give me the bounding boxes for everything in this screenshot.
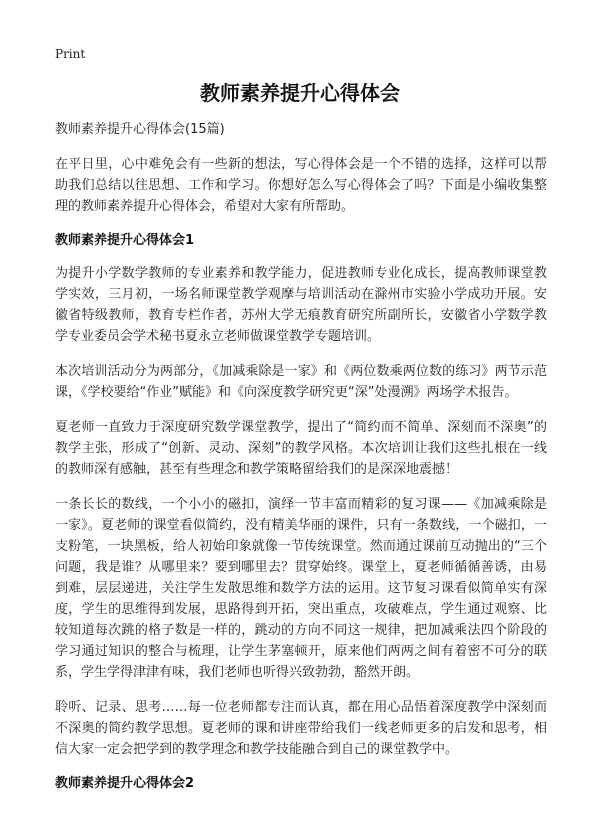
- page-title: 教师素养提升心得体会: [200, 81, 400, 105]
- intro-paragraph: 在平日里，心中难免会有一些新的想法，写心得体会是一个不错的选择，这样可以帮助我们总结以往思想、工作和学习。你想好怎么写心得体会了吗？下面是小编收集整理的教师素养提升心得体会，希望对大家有所帮助。: [55, 157, 547, 214]
- section-heading-1: 教师素养提升心得体会1: [55, 233, 195, 248]
- print-link[interactable]: Print: [55, 47, 86, 61]
- section1-paragraph: 聆听、记录、思考……每一位老师都专注而认真，都在用心品悟着深度教学中深刻而不深奥的简约教学思想。夏老师的课和讲座带给我们一线老师更多的启发和思考，相信大家一定会把学到的教学理念和教学技能融合到自己的课堂教学中。: [55, 700, 547, 757]
- article-subtitle: 教师素养提升心得体会(15篇): [55, 122, 225, 137]
- section1-paragraph: 夏老师一直致力于深度研究数学课堂教学，提出了“简约而不简单、深刻而不深奥”的教学主张，形成了“创新、灵动、深刻”的教学风格。本次培训让我们这些扎根在一线的教师深有感触，甚至有些理念和教学策略留给我们的是深深地震撼！: [55, 420, 547, 477]
- section-heading-2: 教师素养提升心得体会2: [55, 776, 195, 791]
- section1-paragraph: 一条长长的数线，一个小小的磁扣，演绎一节丰富而精彩的复习课——《加减乘除是一家》。夏老师的课堂看似简约，没有精美华丽的课件，只有一条数线，一个磁扣，一支粉笔，一块黑板，给人初始印象就像一节传统课堂。然而通过课前互动抛出的“三个问题，我是谁？从哪里来？要到哪里去？贯穿始终。课堂上，夏老师循循善诱，由易到难，层层递进，关注学生发散思维和数学方法的运用。这节复习课看似简单实有深度，学生的思维得到发展，思路得到开拓，突出重点，攻破难点，学生通过观察、比较知道每次跳的格子数是一样的，跳动的方向不同这一规律，把加减乘法四个阶段的学习通过知识的整合与梳理，让学生茅塞顿开，原来他们两两之间有着密不可分的联系，学生学得津津有味，我们老师也听得兴致勃勃，豁然开朗。: [55, 497, 547, 680]
- article-body: [55, 120, 547, 806]
- section1-paragraph: 本次培训活动分为两部分，《加减乘除是一家》和《两位数乘两位数的练习》两节示范课，《学校要给“作业”赋能》和《向深度教学研究更“深”处漫溯》两场学术报告。: [55, 364, 547, 400]
- section1-paragraph: 为提升小学数学教师的专业素养和教学能力，促进教师专业化成长，提高教师课堂教学实效，三月初，一场名师课堂教学观摩与培训活动在滁州市实验小学成功开展。安徽省特级教师，教育专栏作者，苏州大学无痕教育研究所副所长，安徽省小学数学教学专业委员会学术秘书夏永立老师做课堂教学专题培训。: [55, 266, 547, 344]
